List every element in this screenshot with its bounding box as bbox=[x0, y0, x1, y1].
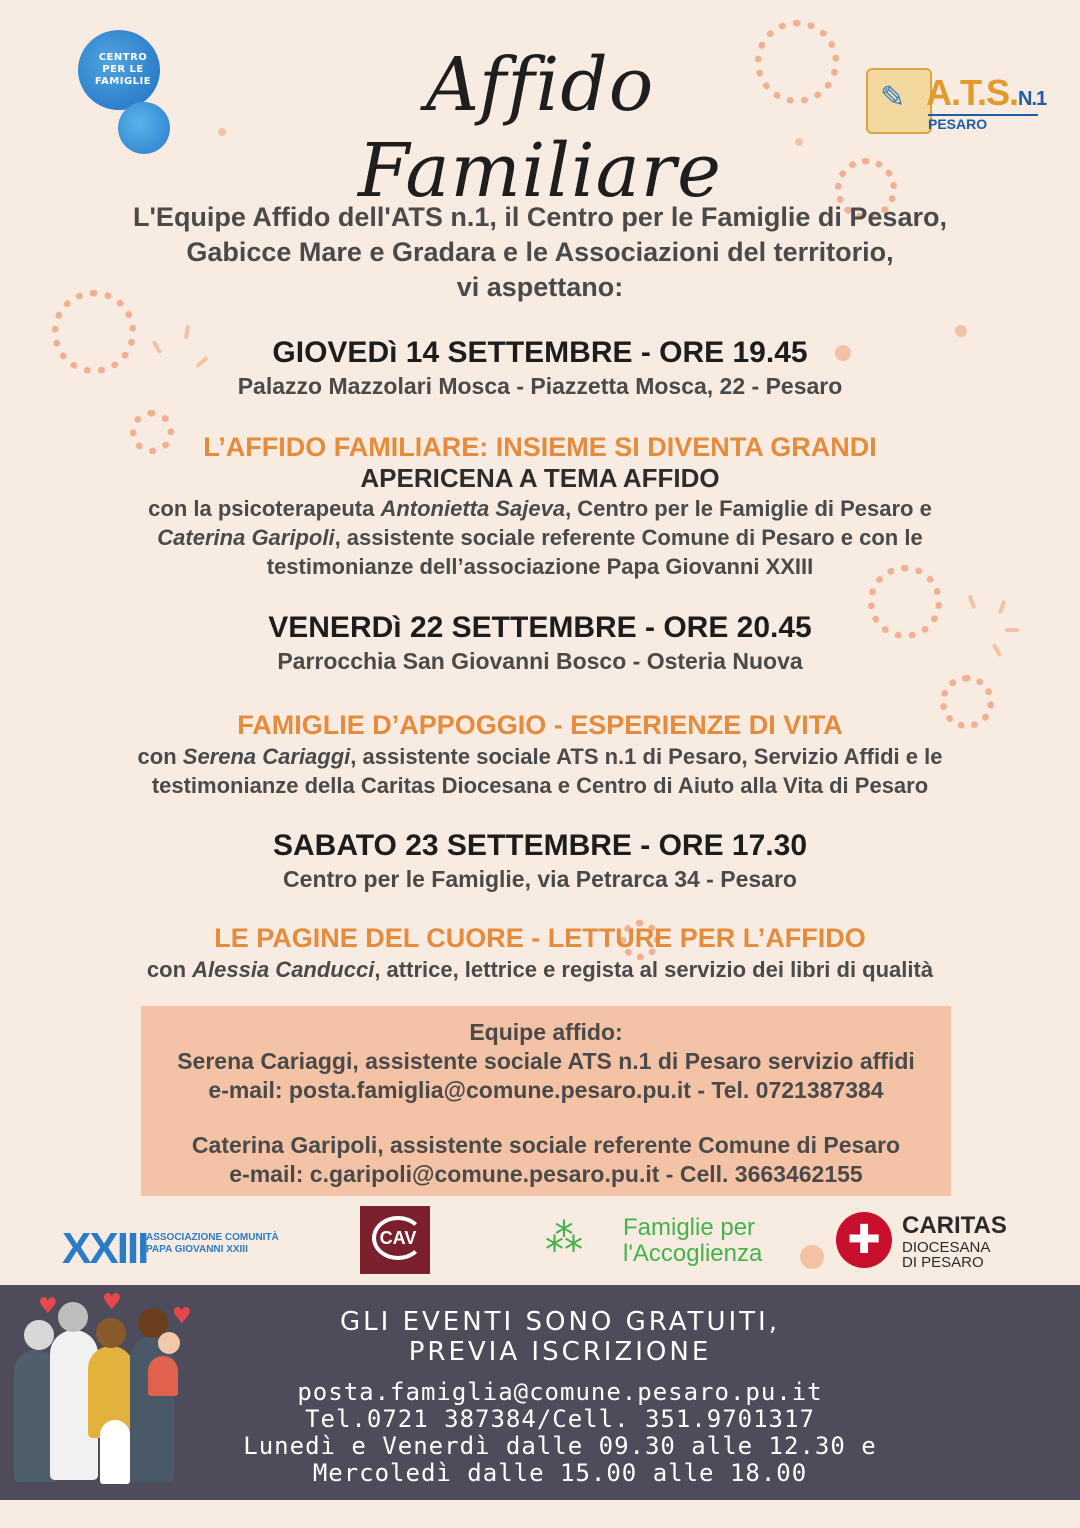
decor-dot bbox=[218, 128, 226, 136]
event-3-date: SABATO 23 SETTEMBRE - ORE 17.30 bbox=[272, 829, 808, 862]
contact-box bbox=[141, 1006, 951, 1196]
partner-logos bbox=[0, 1200, 1080, 1280]
event-1-place: Palazzo Mazzolari Mosca - Piazzetta Mosca, 22 - Pesaro bbox=[237, 373, 843, 399]
footer-hours-1: Lunedì e Venerdì dalle 09.30 alle 12.30 e bbox=[243, 1432, 877, 1460]
footer-bottom-margin bbox=[0, 1500, 1080, 1528]
centro-famiglie-logo-text: CENTRO PER LE FAMIGLIE bbox=[94, 52, 152, 87]
caritas-cross-icon: ✚ bbox=[836, 1212, 892, 1268]
event-3-title: LE PAGINE DEL CUORE - LETTURE PER L’AFFIDO bbox=[214, 923, 866, 953]
event-2-date: VENERDì 22 SETTEMBRE - ORE 20.45 bbox=[268, 611, 812, 644]
ats-logo-name: A.T.S.N.1 bbox=[926, 72, 1047, 113]
family-illustration bbox=[12, 1290, 212, 1490]
intro-text: L'Equipe Affido dell'ATS n.1, il Centro per le Famiglie di Pesaro, Gabicce Mare e Gradara e le Associazioni del territorio, vi aspettano: bbox=[133, 202, 947, 302]
footer-hours-2: Mercoledì dalle 15.00 alle 18.00 bbox=[312, 1459, 808, 1487]
ats-logo-city: PESARO bbox=[928, 114, 1038, 134]
heart-icon: ♥ bbox=[38, 1294, 58, 1319]
heart-icon: ♥ bbox=[102, 1290, 122, 1315]
event-3-place: Centro per le Famiglie, via Petrarca 34 - Pesaro bbox=[283, 866, 797, 892]
event-1-subtitle: APERICENA A TEMA AFFIDO bbox=[360, 463, 720, 493]
decor-dash bbox=[968, 595, 977, 610]
footer-headline: GLI EVENTI SONO GRATUITI, PREVIA ISCRIZIONE bbox=[340, 1307, 780, 1367]
contact-2-details[interactable]: e-mail: c.garipoli@comune.pesaro.pu.it - Cell. 3663462155 bbox=[229, 1161, 863, 1187]
event-2-place: Parrocchia San Giovanni Bosco - Osteria Nuova bbox=[277, 648, 803, 674]
event-1-date: GIOVEDì 14 SETTEMBRE - ORE 19.45 bbox=[272, 336, 808, 369]
caritas-logo: ✚ CARITAS DIOCESANA DI PESARO bbox=[836, 1212, 1036, 1274]
cav-logo: CAV bbox=[360, 1206, 430, 1274]
contact-heading: Equipe affido: bbox=[469, 1019, 623, 1045]
event-3-description: con Alessia Canducci, attrice, lettrice e regista al servizio dei libri di qualità bbox=[146, 957, 934, 982]
event-1-description: con la psicoterapeuta Antonietta Sajeva, Centro per le Famiglie di Pesaro e Caterina Garipoli, assistente sociale referente Comune di Pesaro e con le testimonianze dell’associazione Papa Giovanni XXIII bbox=[148, 496, 932, 579]
papa-giovanni-xxiii-logo: XXIII ASSOCIAZIONE COMUNITÀ PAPA GIOVANNI XXIII bbox=[62, 1224, 279, 1273]
page-title: Affido Familiare bbox=[358, 42, 722, 214]
famiglie-accoglienza-logo: ⁂ Famiglie per l'Accoglienza bbox=[545, 1214, 763, 1267]
heart-icon: ♥ bbox=[172, 1304, 192, 1329]
contact-2-role: Caterina Garipoli, assistente sociale referente Comune di Pesaro bbox=[191, 1132, 901, 1158]
ats-logo-image: ✎ bbox=[866, 68, 932, 134]
contact-1-role: Serena Cariaggi, assistente sociale ATS n.1 di Pesaro servizio affidi bbox=[177, 1048, 915, 1074]
event-1-title: L’AFFIDO FAMILIARE: INSIEME SI DIVENTA GRANDI bbox=[203, 432, 877, 462]
contact-1-details[interactable]: e-mail: posta.famiglia@comune.pesaro.pu.it - Tel. 0721387384 bbox=[208, 1077, 884, 1103]
event-2-title: FAMIGLIE D’APPOGGIO - ESPERIENZE DI VITA bbox=[237, 710, 843, 740]
people-icon: ⁂ bbox=[545, 1216, 583, 1260]
footer-email[interactable]: posta.famiglia@comune.pesaro.pu.it bbox=[297, 1378, 823, 1406]
event-2-description: con Serena Cariaggi, assistente sociale ATS n.1 di Pesaro, Servizio Affidi e le testimonianze della Caritas Diocesana e Centro di Aiuto alla Vita di Pesaro bbox=[137, 744, 943, 798]
centro-famiglie-logo bbox=[78, 30, 170, 160]
footer-info bbox=[230, 1379, 890, 1487]
ats-logo bbox=[866, 64, 1047, 136]
footer-phone[interactable]: Tel.0721 387384/Cell. 351.9701317 bbox=[305, 1405, 815, 1433]
